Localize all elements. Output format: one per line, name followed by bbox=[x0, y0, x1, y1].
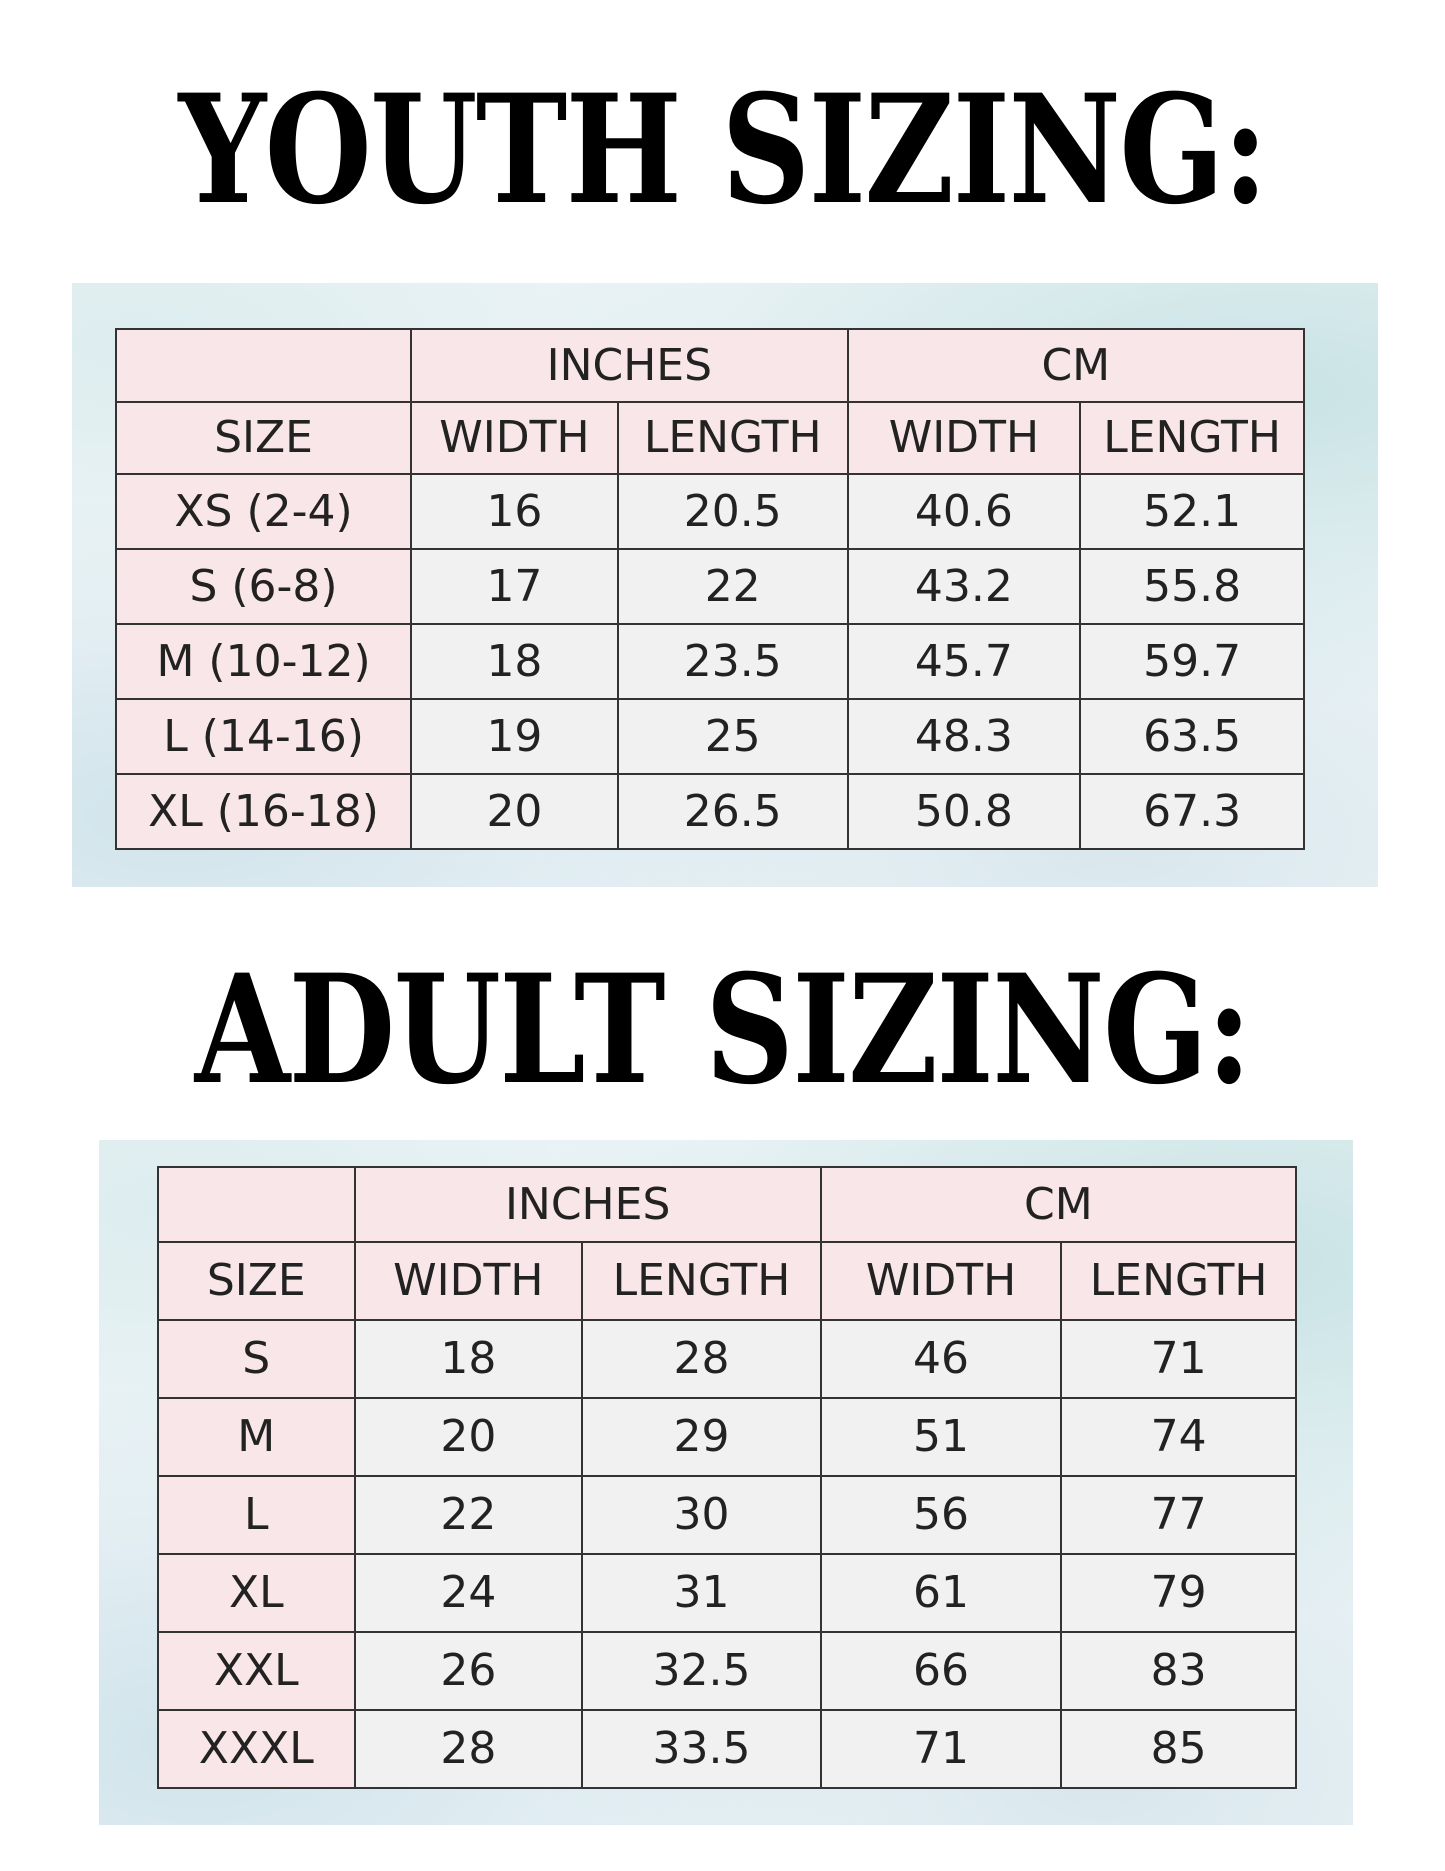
inches-length-cell: 28 bbox=[582, 1320, 821, 1398]
size-cell: M (10-12) bbox=[116, 624, 411, 699]
inches-width-cell: 24 bbox=[355, 1554, 583, 1632]
size-cell: L bbox=[158, 1476, 355, 1554]
cm-length-cell: 55.8 bbox=[1080, 549, 1304, 624]
header-inches-width: WIDTH bbox=[355, 1242, 583, 1320]
table-row bbox=[158, 1320, 1296, 1398]
size-cell: L (14-16) bbox=[116, 699, 411, 774]
header-inches-length: LENGTH bbox=[618, 402, 848, 474]
inches-length-cell: 29 bbox=[582, 1398, 821, 1476]
cm-width-cell: 66 bbox=[821, 1632, 1062, 1710]
header-inches: INCHES bbox=[411, 329, 847, 402]
adult-sizing-heading: ADULT SIZING: bbox=[194, 942, 1251, 1118]
inches-width-cell: 20 bbox=[355, 1398, 583, 1476]
inches-width-cell: 28 bbox=[355, 1710, 583, 1788]
header-cm: CM bbox=[821, 1167, 1296, 1242]
youth-sizing-heading: YOUTH SIZING: bbox=[178, 62, 1267, 238]
adult-size-table bbox=[157, 1166, 1297, 1789]
cm-width-cell: 43.2 bbox=[848, 549, 1081, 624]
table-row bbox=[116, 624, 1304, 699]
table-header-row bbox=[158, 1242, 1296, 1320]
header-cm-width: WIDTH bbox=[821, 1242, 1062, 1320]
inches-length-cell: 25 bbox=[618, 699, 848, 774]
size-cell: XS (2-4) bbox=[116, 474, 411, 549]
table-header-row bbox=[158, 1167, 1296, 1242]
size-cell: XXXL bbox=[158, 1710, 355, 1788]
cm-width-cell: 50.8 bbox=[848, 774, 1081, 849]
header-size: SIZE bbox=[158, 1242, 355, 1320]
size-cell: S (6-8) bbox=[116, 549, 411, 624]
header-size: SIZE bbox=[116, 402, 411, 474]
inches-length-cell: 33.5 bbox=[582, 1710, 821, 1788]
header-blank-cell bbox=[158, 1167, 355, 1242]
inches-width-cell: 17 bbox=[411, 549, 618, 624]
inches-length-cell: 26.5 bbox=[618, 774, 848, 849]
table-header-row bbox=[116, 329, 1304, 402]
table-row bbox=[116, 774, 1304, 849]
inches-width-cell: 16 bbox=[411, 474, 618, 549]
header-blank-cell bbox=[116, 329, 411, 402]
size-cell: M bbox=[158, 1398, 355, 1476]
table-row bbox=[116, 699, 1304, 774]
size-cell: S bbox=[158, 1320, 355, 1398]
cm-length-cell: 77 bbox=[1061, 1476, 1296, 1554]
cm-width-cell: 56 bbox=[821, 1476, 1062, 1554]
inches-length-cell: 23.5 bbox=[618, 624, 848, 699]
cm-width-cell: 61 bbox=[821, 1554, 1062, 1632]
table-header-row bbox=[116, 402, 1304, 474]
size-cell: XL (16-18) bbox=[116, 774, 411, 849]
header-cm-length: LENGTH bbox=[1061, 1242, 1296, 1320]
header-inches-length: LENGTH bbox=[582, 1242, 821, 1320]
table-row bbox=[116, 474, 1304, 549]
inches-width-cell: 26 bbox=[355, 1632, 583, 1710]
header-inches-width: WIDTH bbox=[411, 402, 618, 474]
inches-width-cell: 19 bbox=[411, 699, 618, 774]
youth-size-table bbox=[115, 328, 1305, 850]
cm-width-cell: 48.3 bbox=[848, 699, 1081, 774]
inches-width-cell: 20 bbox=[411, 774, 618, 849]
table-row bbox=[158, 1710, 1296, 1788]
inches-width-cell: 18 bbox=[355, 1320, 583, 1398]
cm-length-cell: 85 bbox=[1061, 1710, 1296, 1788]
header-cm: CM bbox=[848, 329, 1304, 402]
cm-width-cell: 46 bbox=[821, 1320, 1062, 1398]
header-inches: INCHES bbox=[355, 1167, 821, 1242]
table-row bbox=[158, 1632, 1296, 1710]
table-row bbox=[116, 549, 1304, 624]
inches-length-cell: 31 bbox=[582, 1554, 821, 1632]
size-cell: XXL bbox=[158, 1632, 355, 1710]
cm-length-cell: 79 bbox=[1061, 1554, 1296, 1632]
inches-length-cell: 30 bbox=[582, 1476, 821, 1554]
cm-length-cell: 52.1 bbox=[1080, 474, 1304, 549]
table-row bbox=[158, 1476, 1296, 1554]
cm-length-cell: 71 bbox=[1061, 1320, 1296, 1398]
cm-length-cell: 63.5 bbox=[1080, 699, 1304, 774]
inches-length-cell: 22 bbox=[618, 549, 848, 624]
header-cm-width: WIDTH bbox=[848, 402, 1081, 474]
table-row bbox=[158, 1554, 1296, 1632]
cm-width-cell: 51 bbox=[821, 1398, 1062, 1476]
inches-length-cell: 32.5 bbox=[582, 1632, 821, 1710]
inches-width-cell: 22 bbox=[355, 1476, 583, 1554]
cm-length-cell: 67.3 bbox=[1080, 774, 1304, 849]
cm-length-cell: 59.7 bbox=[1080, 624, 1304, 699]
table-row bbox=[158, 1398, 1296, 1476]
size-cell: XL bbox=[158, 1554, 355, 1632]
inches-width-cell: 18 bbox=[411, 624, 618, 699]
cm-width-cell: 40.6 bbox=[848, 474, 1081, 549]
cm-length-cell: 74 bbox=[1061, 1398, 1296, 1476]
inches-length-cell: 20.5 bbox=[618, 474, 848, 549]
cm-width-cell: 45.7 bbox=[848, 624, 1081, 699]
cm-length-cell: 83 bbox=[1061, 1632, 1296, 1710]
cm-width-cell: 71 bbox=[821, 1710, 1062, 1788]
header-cm-length: LENGTH bbox=[1080, 402, 1304, 474]
